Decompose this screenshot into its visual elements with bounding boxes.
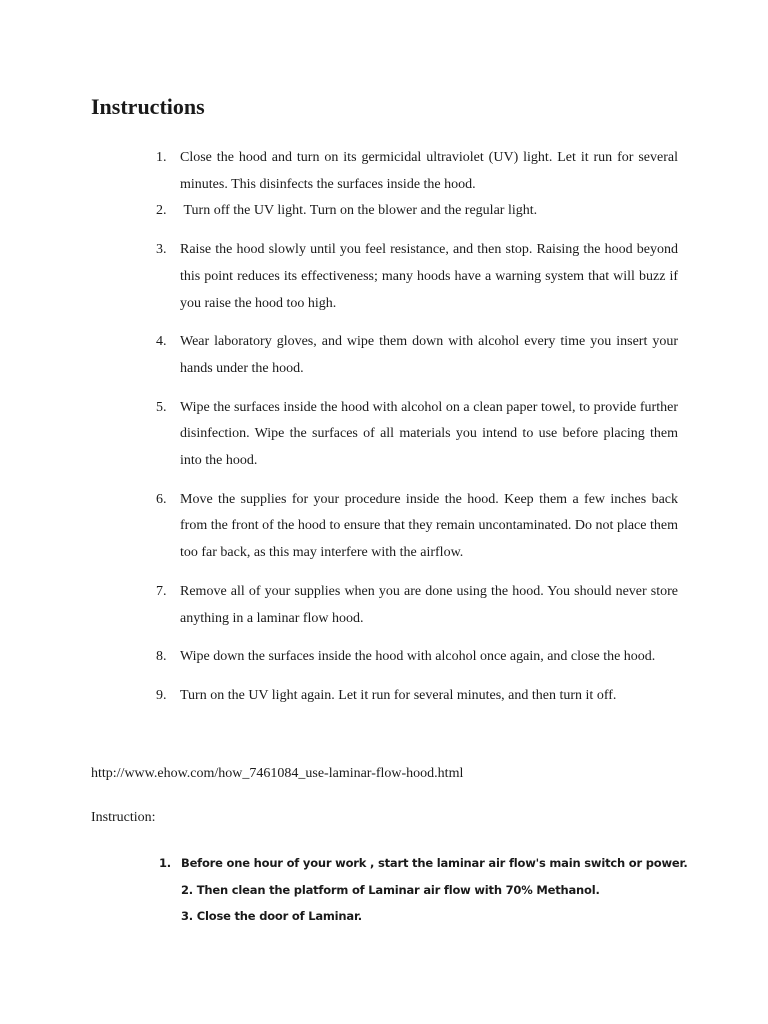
list-item-text: 2. Then clean the platform of Laminar air flow with 70% Methanol. — [181, 882, 600, 897]
source-url: http://www.ehow.com/how_7461084_use-laminar-flow-hood.html — [91, 766, 464, 781]
list-item-text: Raise the hood slowly until you feel resistance, and then stop. Raising the hood beyond this point reduces its effectiveness; many hoods have a warning system that will buzz if you raise the hood too high. — [180, 242, 678, 311]
list-item-number: 4. — [156, 334, 167, 350]
list-item — [159, 850, 688, 877]
instructions-list — [156, 145, 678, 710]
list-item-text: Turn off the UV light. Turn on the blower and the regular light. — [180, 203, 538, 219]
list-item — [156, 237, 678, 317]
list-item — [156, 644, 678, 671]
list-item-number: 3. — [156, 242, 167, 258]
list-item-number: 7. — [156, 583, 167, 599]
list-item-number: 2. — [156, 203, 167, 219]
list-item-text: Turn on the UV light again. Let it run for several minutes, and then turn it off. — [180, 687, 617, 703]
list-item-text: Wipe down the surfaces inside the hood with alcohol once again, and close the hood. — [180, 649, 656, 665]
list-item-text: 3. Close the door of Laminar. — [181, 909, 362, 923]
list-item — [159, 903, 688, 930]
list-item-number: 9. — [156, 687, 167, 703]
list-item-text: Close the hood and turn on its germicidal ultraviolet (UV) light. Let it run for several minutes. This disinfects the surfaces inside the hood. — [180, 150, 678, 192]
list-item-number: 6. — [156, 491, 167, 507]
list-item-number: 1. — [156, 150, 167, 165]
list-item-text: Wipe the surfaces inside the hood with alcohol on a clean paper towel, to provide further disinfection. Wipe the surfaces of all materials you intend to use before placing them into the hood. — [180, 399, 678, 469]
list-item — [156, 329, 678, 382]
list-item — [156, 395, 678, 475]
list-item — [156, 683, 678, 710]
list-item-number: 1. — [159, 856, 171, 870]
list-item — [156, 579, 678, 632]
list-item-text: Wear laboratory gloves, and wipe them down with alcohol every time you insert your hands under the hood. — [180, 334, 678, 376]
list-item-text: Move the supplies for your procedure inside the hood. Keep them a few inches back from the front of the hood to ensure that they remain uncontaminated. Do not place them too far back, as this may interfere with the airflow. — [180, 491, 678, 561]
page-title: Instructions — [91, 94, 205, 119]
list-item-text: Remove all of your supplies when you are done using the hood. You should never store anything in a laminar flow hood. — [180, 583, 678, 626]
list-item — [156, 198, 678, 225]
list-item — [156, 145, 678, 198]
list-item — [156, 487, 678, 567]
list-item-number: 8. — [156, 649, 167, 665]
list-item — [159, 877, 688, 904]
list-item-number: 5. — [156, 399, 167, 415]
section-subheading: Instruction: — [91, 810, 156, 825]
list-item-text: Before one hour of your work , start the laminar air flow's main switch or power. — [181, 856, 688, 870]
secondary-instructions-list — [159, 850, 688, 930]
